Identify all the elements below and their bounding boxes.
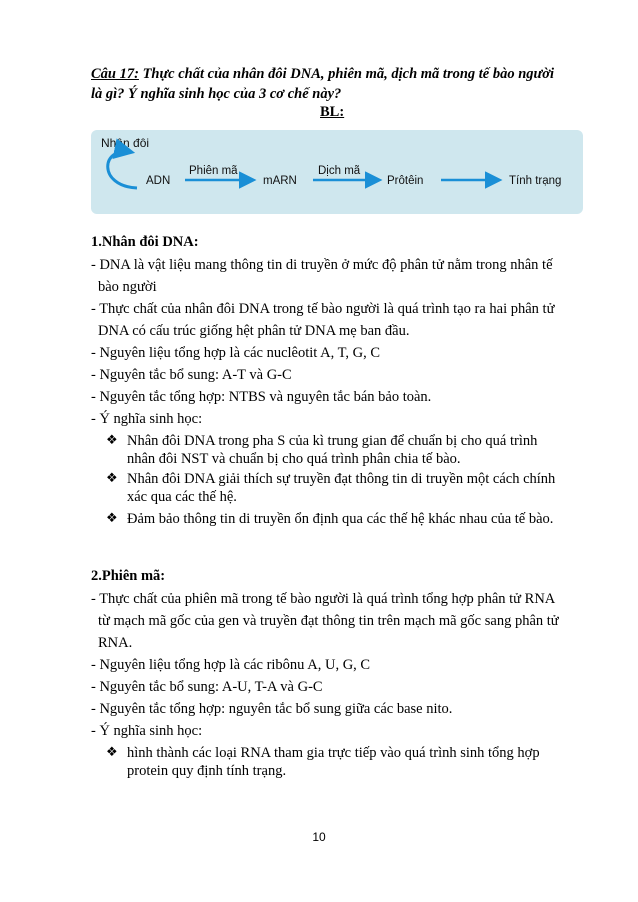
section1-item-cont: bào người xyxy=(98,279,157,295)
node-marn: mARN xyxy=(263,175,297,187)
section1-bullet: ❖ Nhân đôi DNA trong pha S của kì trung gian để chuẩn bị cho quá trình nhân đôi NST và chuẩn bị cho quá trình phân chia tế bào. xyxy=(106,433,538,467)
section1-bullet: ❖ Nhân đôi DNA giải thích sự truyền đạt thông tin di truyền một cách chính xác qua các thế hệ. xyxy=(106,471,556,505)
section1-item: - Ý nghĩa sinh học: xyxy=(91,411,203,427)
section2-item: - Nguyên tắc bổ sung: A-U, T-A và G-C xyxy=(91,679,323,695)
section2-item: - Thực chất của phiên mã trong tế bào người là quá trình tổng hợp phân tử RNA xyxy=(91,591,556,607)
section1-item: - DNA là vật liệu mang thông tin di truyền ở mức độ phân tử nằm trong nhân tế xyxy=(91,257,553,273)
section1-item: - Nguyên tắc bổ sung: A-T và G-C xyxy=(91,367,292,383)
replication-loop-arrow xyxy=(108,151,137,188)
diamond-bullet-icon: ❖ xyxy=(106,745,118,760)
arrow-label-phien-ma: Phiên mã xyxy=(189,165,238,177)
question-label: Câu 17: xyxy=(91,66,139,82)
section2-item-cont: RNA. xyxy=(98,635,133,651)
section-phien-ma xyxy=(91,566,591,780)
section2-item: - Ý nghĩa sinh học: xyxy=(91,723,203,739)
section2-item: - Nguyên tắc tổng hợp: nguyên tắc bổ sung giữa các base nito. xyxy=(91,701,453,717)
diamond-bullet-icon: ❖ xyxy=(106,511,118,526)
section1-item: - Nguyên tắc tổng hợp: NTBS và nguyên tắc bán bảo toàn. xyxy=(91,389,432,405)
section1-item: - Thực chất của nhân đôi DNA trong tế bào người là quá trình tạo ra hai phân tử xyxy=(91,301,555,317)
question-heading xyxy=(91,64,591,104)
section2-item-cont: từ mạch mã gốc của gen và truyền đạt thông tin trên mạch mã gốc sang phân tử xyxy=(98,613,559,629)
page-number: 10 xyxy=(312,830,326,844)
question-text-line2: là gì? Ý nghĩa sinh học của 3 cơ chế này? xyxy=(91,86,342,102)
loop-label: Nhân đôi xyxy=(101,136,150,150)
node-adn: ADN xyxy=(146,175,171,187)
question-text-line1: Thực chất của nhân đôi DNA, phiên mã, dịch mã trong tế bào người xyxy=(138,66,555,82)
node-protein: Prôtêin xyxy=(387,175,424,187)
section-nhan-doi-dna xyxy=(91,232,591,528)
section2-heading: 2.Phiên mã: xyxy=(91,568,166,584)
gene-expression-diagram xyxy=(91,130,583,214)
diamond-bullet-icon: ❖ xyxy=(106,433,118,448)
node-tinh-trang: Tính trạng xyxy=(509,175,562,187)
section1-item-cont: DNA có cấu trúc giống hệt phân tử DNA mẹ ban đầu. xyxy=(98,323,410,339)
diamond-bullet-icon: ❖ xyxy=(106,471,118,486)
arrow-label-dich-ma: Dịch mã xyxy=(318,165,361,177)
section2-bullet: ❖ hình thành các loại RNA tham gia trực tiếp vào quá trình sinh tổng hợp protein quy định tính trạng. xyxy=(106,745,540,779)
section1-item: - Nguyên liệu tổng hợp là các nuclêotit A, T, G, C xyxy=(91,345,381,361)
section1-heading: 1.Nhân đôi DNA: xyxy=(91,234,199,250)
answer-label: BL: xyxy=(320,104,345,120)
section1-bullet: ❖ Đảm bảo thông tin di truyền ổn định qua các thế hệ khác nhau của tế bào. xyxy=(106,511,554,527)
section2-item: - Nguyên liệu tổng hợp là các ribônu A, U, G, C xyxy=(91,657,371,673)
diagram-svg xyxy=(91,130,583,214)
